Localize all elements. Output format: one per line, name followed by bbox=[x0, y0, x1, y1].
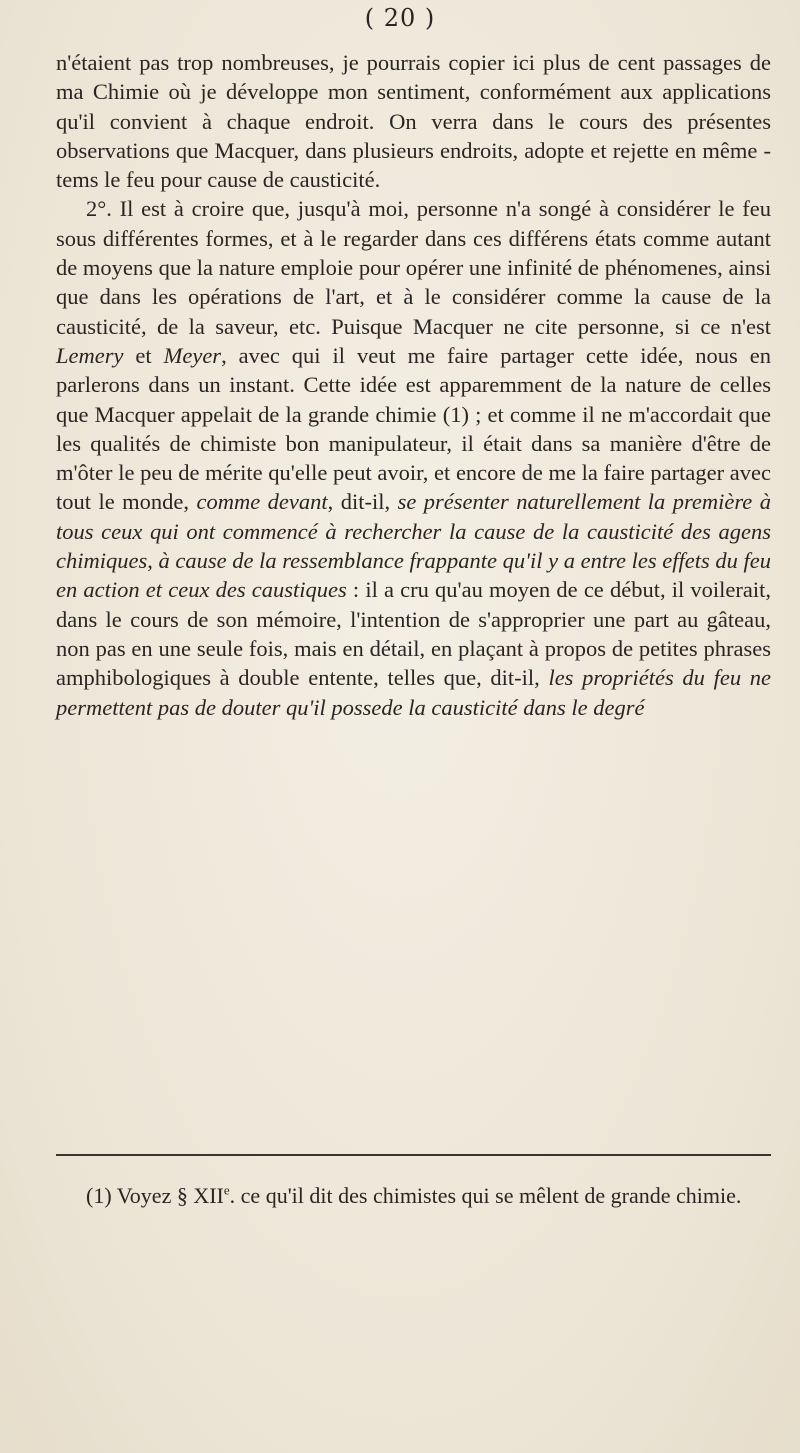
text-segment: , avec qui il veut me faire partager cette idée, nous en parlerons dans un instant. Cette idée est apparemment de la nature de celles que Macquer appelait de la grande chimie (1) ; et comme il ne m'accordait que les qualités de chimiste bon manipulateur, il était dans sa manière d'être de m'ôter le peu de mérite qu'elle peut avoir, et encore de me la faire partager avec tout le monde, bbox=[56, 342, 771, 515]
page-number: ( 20 ) bbox=[364, 4, 436, 32]
italic-quote: comme devant bbox=[196, 489, 328, 515]
italic-name-lemery: Lemery bbox=[56, 342, 124, 368]
text-segment: : il a cru qu'au moyen de ce début, il voilerait, dans le cours de son mémoire, l'intention de s'approprier une part au gâteau, non pas en une seule fois, mais en détail, en plaçant à propos de petites phrases amphibologiques à double entente, telles que, dit-il, bbox=[56, 577, 772, 691]
italic-quote: se présenter naturellement la première à tous ceux qui ont commencé à rechercher la cause de la causticité des agens chimiques bbox=[56, 489, 772, 574]
italic-quote: à cause de la ressemblance frappante qu'il y a entre les effets du feu en action et ceux des caustiques bbox=[56, 548, 771, 603]
footnote-prefix: (1) Voyez § XII bbox=[86, 1183, 224, 1208]
footnote-text bbox=[56, 1182, 771, 1209]
paragraph-1 bbox=[56, 48, 771, 194]
italic-quote: les propriétés du feu ne permettent pas de douter qu'il possede la causticité dans le degré bbox=[56, 665, 771, 720]
text-segment: n'étaient pas trop nombreuses, je pourrais copier ici plus de cent passages de ma Chimie où je développe mon sentiment, conformément aux applications qu'il convient à chaque endroit. On verra dans le cours des présentes observations que Macquer, dans plusieurs endroits, adopte et rejette en même - tems le feu pour cause de causticité. bbox=[56, 50, 771, 193]
footnote bbox=[56, 1182, 771, 1209]
text-segment: , bbox=[147, 548, 159, 574]
paragraph-2 bbox=[56, 194, 771, 721]
footnote-rest: . ce qu'il dit des chimistes qui se mêlent de grande chimie. bbox=[229, 1183, 742, 1208]
footnote-rule bbox=[56, 1154, 771, 1156]
text-segment: , dit-il, bbox=[327, 489, 398, 515]
text-segment: 2°. Il est à croire que, jusqu'à moi, personne n'a songé à considérer le feu sous différentes formes, et à le regarder dans ces différens états comme autant de moyens que la nature emploie pour opérer une infinité de phénomenes, ainsi que dans les opérations de l'art, et à le considérer comme la cause de la causticité, de la saveur, etc. Puisque Macquer ne cite personne, si ce n'est bbox=[56, 196, 771, 339]
italic-name-meyer: Meyer bbox=[163, 342, 222, 368]
footnote-superscript: e bbox=[223, 1182, 230, 1198]
text-segment: et bbox=[123, 342, 164, 368]
main-text bbox=[56, 48, 771, 722]
